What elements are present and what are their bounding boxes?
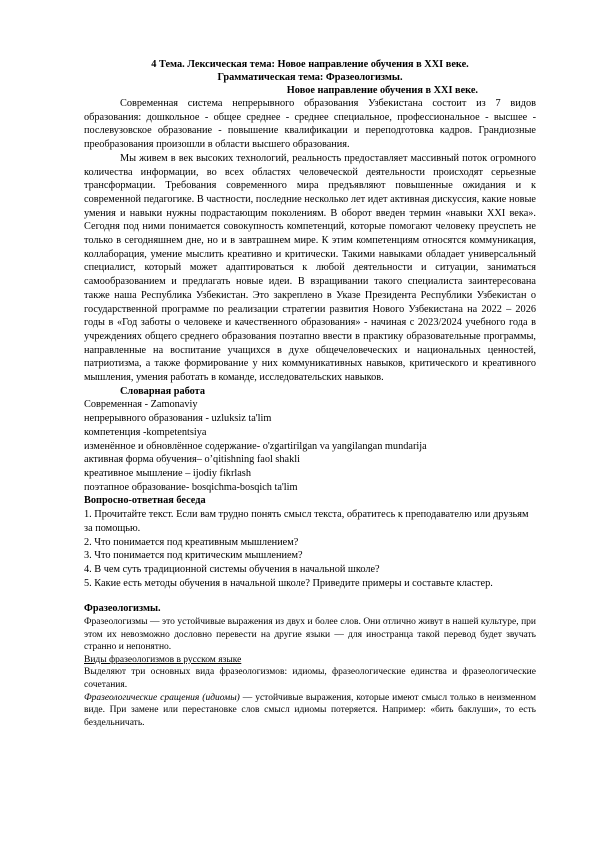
vocab-item: активная форма обучения– o’qitishning faol shakli <box>84 454 300 466</box>
paragraph-21st-century-skills: Мы живем в век высоких технологий, реальность предоставляет массивный поток огромного количества информации, во всех областях человеческой деятельности происходят серьезные трансформации. Требования современного мира предъявляют повышенные ожидания и к современной педагогике. В частности, последние несколько лет идет активная дискуссия, какие новые умения и навыки нужны подрастающим поколениям. В оборот введен термин «навыки XXI века». Сегодня под ними понимается совокупность компетенций, которые помогают человеку преуспеть не только в сегодняшнем дне, но и в завтрашнем мире. К этим компетенциям относятся коммуникация, коллаборация, умение мыслить креативно и критически. Такими навыками обладает универсальный специалист, который может адаптироваться к любой деятельности и ситуации, заниматься самообразованием и предлагать новые идеи. В взращивании такого специалиста заинтересована также наша Республика Узбекистан. Это закреплено в Указе Президента Республики Узбекистан о государственной программе по реализации стратегии развития Нового Узбекистана на 2022 – 2026 годы в «Год заботы о человеке и качественного образования» - начиная с 2023/2024 учебного года в учреждениях общего среднего образования поэтапно ввести в практику образовательные программы, направленные на воспитание учащихся в духе общечеловеческих и национальных ценностей, патриотизма, а также формирование у них коммуникативных навыков, критического и креативного мышления, умения работать в команде, исследовательских навыков. <box>84 152 536 384</box>
question-list <box>84 508 536 590</box>
vocab-item: изменённое и обновлённое содержание- o'zgartirilgan va yangilangan mundarija <box>84 440 427 452</box>
vocab-item: креативное мышление – ijodiy fikrlash <box>84 467 251 479</box>
question-item: 4. В чем суть традиционной системы обучения в начальной школе? <box>84 563 380 575</box>
phraseology-types: Выделяют три основных вида фразеологизмов: идиомы, фразеологические единства и фразеологические сочетания. <box>84 667 536 690</box>
spacer <box>84 590 536 602</box>
question-item: 2. Что понимается под креативным мышлением? <box>84 536 299 548</box>
question-item: 3. Что понимается под критическим мышлением? <box>84 550 303 562</box>
vocab-item: компетенция -kompetentsiya <box>84 426 207 438</box>
vocab-item: поэтапное образование- bosqichma-bosqich ta'lim <box>84 481 298 493</box>
idioms-term: Фразеологические сращения (идиомы) <box>84 692 240 703</box>
phraseology-title: Фразеологизмы. <box>84 603 161 615</box>
phraseology-idioms <box>84 692 536 730</box>
idioms-description: — устойчивые выражения, которые имеют смысл только в неизменном виде. При замене или перестановке слов смысл идиомы потеряется. Например: «бить баклуши», то есть бездельничать. <box>84 692 537 728</box>
question-item: 1. Прочитайте текст. Если вам трудно понять смысл текста, обратитесь к преподавателю или друзьям за помощью. <box>84 509 529 534</box>
vocab-item: Современная - Zamonaviy <box>84 399 198 411</box>
phraseology-subheading: Виды фразеологизмов в русском языке <box>84 654 242 665</box>
question-item: 5. Какие есть методы обучения в начальной школе? Приведите примеры и составьте кластер. <box>84 577 493 589</box>
grammar-title: Грамматическая тема: Фразеологизмы. <box>217 72 403 83</box>
phraseology-definition: Фразеологизмы — это устойчивые выражения из двух и более слов. Они отлично живут в нашей культуре, при этом их невозможно дословно перевести на другие языки — для иностранца такой перевод будет звучать странно и непонятно. <box>84 617 536 653</box>
vocab-item: непрерывного образования - uzluksiz ta'lim <box>84 413 272 425</box>
vocab-title: Словарная работа <box>120 385 205 397</box>
vocab-list <box>84 398 536 494</box>
paragraph-education-system: Современная система непрерывного образования Узбекистана состоит из 7 видов образования: дошкольное - общее среднее - среднее специальное, профессиональное - высшее - послевузовское образование - повышение квалификации и переподготовка кадров. Грандиозные преобразования произошли в области высшего образования. <box>84 98 536 151</box>
qa-title: Вопросно-ответная беседа <box>84 495 206 507</box>
section-title: Новое направление обучения в XXI веке. <box>286 85 478 96</box>
lesson-title: 4 Тема. Лексическая тема: Новое направление обучения в XXI веке. <box>151 59 469 70</box>
